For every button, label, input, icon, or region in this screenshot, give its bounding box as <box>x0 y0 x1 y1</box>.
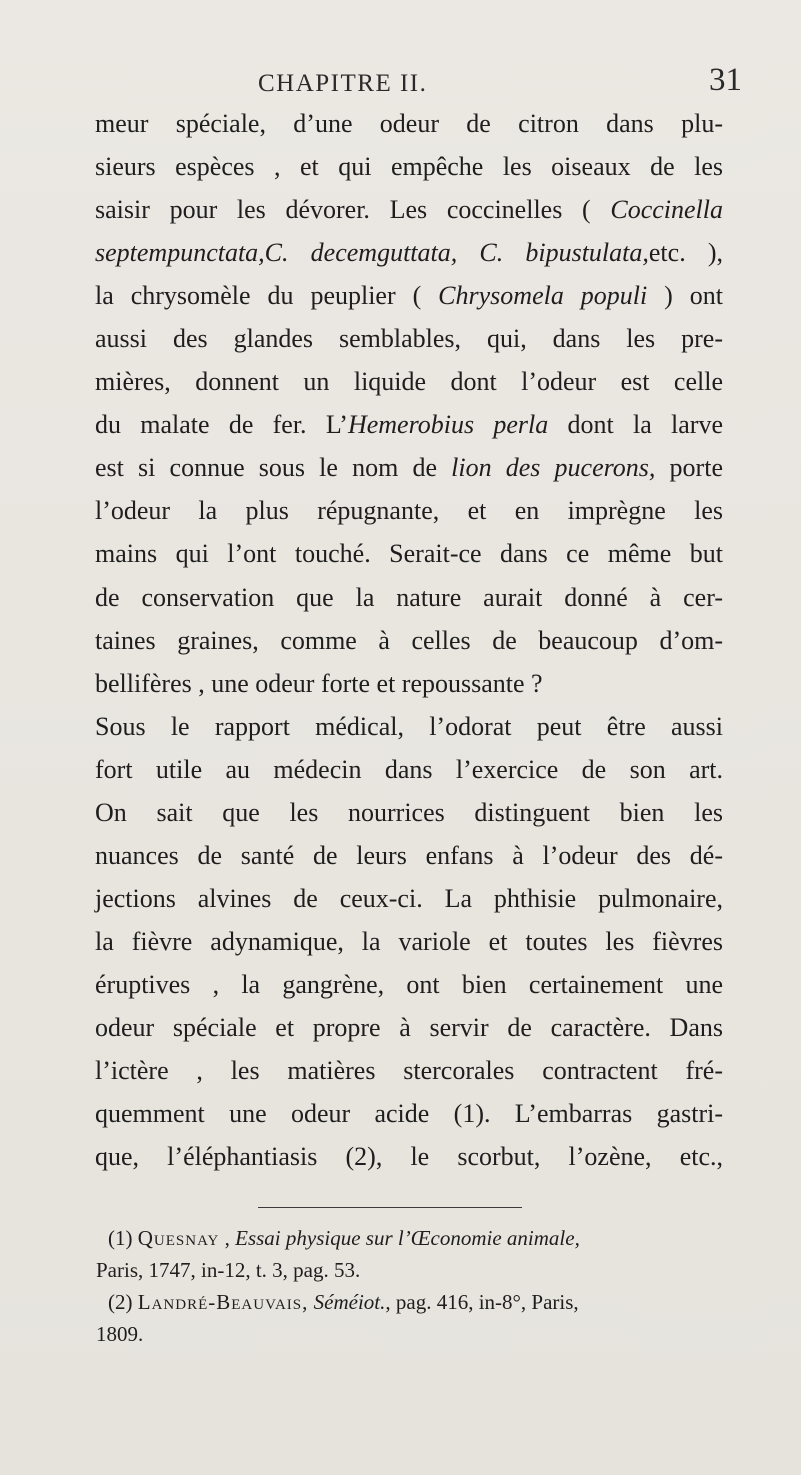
text-line: On sait que les nourrices distinguent bien les <box>95 797 723 827</box>
text-line: est si connue sous le nom de lion des pucerons, porte <box>95 453 723 483</box>
footnote-separator <box>258 1207 522 1208</box>
text-line: sieurs espèces , et qui empêche les oiseaux de les <box>95 152 723 182</box>
footnote-1-continued: Paris, 1747, in-12, t. 3, pag. 53. <box>96 1258 361 1282</box>
footnote-author: Quesnay <box>137 1226 220 1250</box>
text-line: meur spéciale, d’une odeur de citron dans plu- <box>95 109 723 138</box>
italic-term: Chrysomela populi <box>438 281 648 311</box>
text-line: quemment une odeur acide (1). L’embarras gastri- <box>95 1099 723 1129</box>
text-line: nuances de santé de leurs enfans à l’odeur des dé- <box>95 840 723 870</box>
text-line: de conservation que la nature aurait donné à cer- <box>95 582 723 612</box>
text-line: fort utile au médecin dans l’exercice de son art. <box>95 754 723 784</box>
text-line: que, l’éléphantiasis (2), le scorbut, l’ozène, etc., <box>95 1142 723 1172</box>
footnote-1: (1) Quesnay , Essai physique sur l’Œconomie animale, <box>108 1226 580 1250</box>
text-line: éruptives , la gangrène, ont bien certainement une <box>95 969 723 999</box>
text-line: du malate de fer. L’Hemerobius perla dont la larve <box>95 410 723 440</box>
page-number: 31 <box>709 62 742 98</box>
italic-term: Hemerobius perla <box>347 410 549 440</box>
text-line: l’odeur la plus répugnante, et en imprègne les <box>95 496 723 526</box>
italic-term: Coccinella <box>610 195 723 225</box>
text-line: septempunctata,C. decemguttata, C. bipustulata,etc. ), <box>95 238 723 268</box>
footnote-author: Landré-Beauvais, <box>137 1290 309 1314</box>
text-line: saisir pour les dévorer. Les coccinelles ( Coccinella <box>95 195 723 225</box>
text-line: l’ictère , les matières stercorales contractent fré- <box>95 1056 723 1086</box>
text-line: taines graines, comme à celles de beaucoup d’om- <box>95 625 723 655</box>
text-line: mains qui l’ont touché. Serait-ce dans ce même but <box>95 539 723 569</box>
body-text <box>95 102 723 1178</box>
footnote-title: Séméiot. <box>313 1290 386 1314</box>
text-line: mières, donnent un liquide dont l’odeur est celle <box>95 367 723 397</box>
text-line: jections alvines de ceux-ci. La phthisie pulmonaire, <box>95 883 723 913</box>
italic-term: lion des pucerons, <box>451 453 656 483</box>
running-title: CHAPITRE II. <box>258 70 428 97</box>
footnote-2: (2) Landré-Beauvais, Séméiot., pag. 416, in-8°, Paris, <box>108 1290 579 1314</box>
text-line: bellifères , une odeur forte et repoussante ? <box>95 668 543 698</box>
text-line: la chrysomèle du peuplier ( Chrysomela populi ) ont <box>95 281 724 311</box>
text-line: la fièvre adynamique, la variole et toutes les fièvres <box>95 926 723 956</box>
italic-term: septempunctata,C. decemguttata, C. bipustulata, <box>95 238 649 268</box>
text-line: aussi des glandes semblables, qui, dans les pre- <box>95 324 723 354</box>
footnotes <box>96 1222 720 1350</box>
footnote-title: Essai physique sur l’Œconomie animale, <box>235 1226 580 1250</box>
footnote-2-continued: 1809. <box>96 1322 144 1346</box>
text-line: Sous le rapport médical, l’odorat peut être aussi <box>95 711 723 741</box>
text-line: odeur spéciale et propre à servir de caractère. Dans <box>95 1012 723 1042</box>
